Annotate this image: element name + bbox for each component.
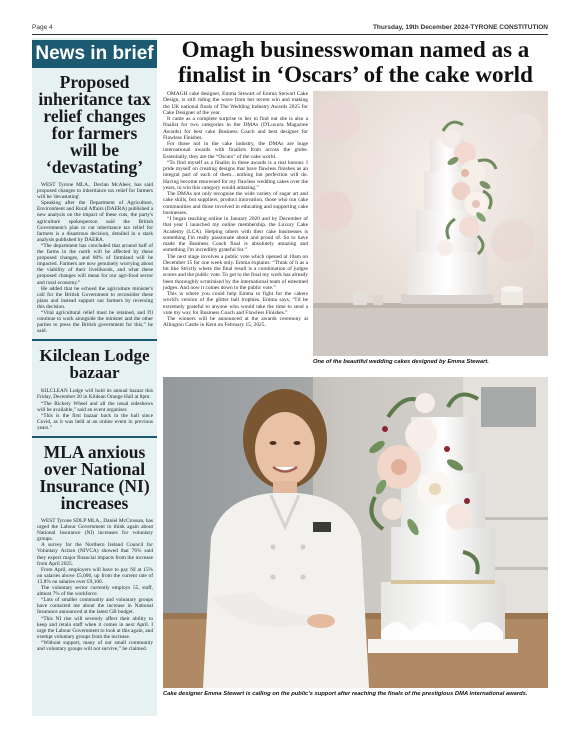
article-paragraph: “I began teaching online in January 2020 and by December of that year I launched my online membership, the Luxury Cake Academy (LCA). Helping others with their cake businesses is something I'm really passionate about and proud of. So to have made the Business Coach final is absolutely amazing and something I'm incredibly grateful for.”	[163, 216, 308, 254]
article-paragraph: It came as a complete surprise to her to find out she is also a finalist for two categories in the DMAs (D'Luxura Magazine Awards) for best cake Business Coach and best designer for Flawless Finishes.	[163, 116, 308, 141]
story3-headline: MLA anxious over National Insurance (NI) increases	[39, 442, 150, 513]
story1-paragraph: He added that he echoed the agriculture minister's call for the British Government to reconsider these plans and instead support our farmers by reversing this decision.	[37, 285, 153, 310]
story1-body	[32, 182, 157, 334]
story3-paragraph: From April, employers will have to pay NI at 15% on salaries above £5,000, up from the current rate of 13.8% on salaries over £9,100.	[37, 566, 153, 585]
story2-paragraph: “This is the first bazaar back in the hall since Covid, as it was held at an online event in previous years.”	[37, 412, 153, 431]
story2-paragraph: KILCLEAN Lodge will hold its annual bazaar this Friday, December 20 in Kildean Orange Hall at 8pm.	[37, 388, 153, 401]
story2-body	[32, 388, 157, 431]
story3-body	[32, 518, 157, 652]
folio-bar	[32, 24, 548, 34]
story1-paragraph: “Vital agricultural relief must be retained, and I'll continue to work alongside the minister and the other parties to press the British government for this,” he said.	[37, 309, 153, 335]
wedding-cake-illustration	[313, 91, 548, 356]
sidebar-divider	[32, 436, 157, 438]
story1-headline: Proposed inheritance tax relief changes for farmers will be ‘devastating’	[38, 72, 151, 177]
story3-paragraph: “This NI rise will severely affect their ability to keep and retain staff when it comes in next April. I urge the Labour Government to look at this again, and exempt voluntary groups from the increase.	[37, 615, 153, 640]
photo2-caption: Cake designer Emma Stewart is calling on the public's support after reaching the finals of the prestigious DMA international awards.	[163, 691, 528, 697]
article-paragraph: For those not in the cake industry, the DMAs are huge international awards with finalists from across the globe. Essentially, they are the “Oscars” of the cake world.	[163, 141, 308, 160]
story3-paragraph: “Lots of smaller community and voluntary groups have contacted me about the increase in National Insurance announced at the latest GB budget.	[37, 597, 153, 616]
news-in-brief-sidebar	[32, 38, 157, 716]
sidebar-divider	[32, 339, 157, 341]
page-number: Page 4	[32, 24, 53, 31]
news-in-brief-heading: News in brief	[32, 40, 157, 68]
cake-designer-illustration	[163, 377, 548, 688]
article-paragraph: “To find myself as a finalist in these awards is a real honour. I pride myself on creating designs that have flawless finishes as an integral part of each of them…nothing but perfection will do. Having become renowned for my flawless wedding cakes over the years, to win this category would amazing.”	[163, 159, 308, 191]
story3-paragraph: WEST Tyrone SDLP MLA., Daniel McCrossan, has urged the Labour Government to think again about National Insurance (NI) increases for voluntary groups.	[37, 518, 153, 543]
photo1-caption: One of the beautiful wedding cakes designed by Emma Stewart.	[313, 359, 489, 365]
story2-paragraph: “The Rickety Wheel and all the usual sideshows will be available,” said an event organiser.	[37, 400, 153, 413]
emma-stewart-photo	[163, 377, 548, 688]
article-paragraph: This is where you could help Emma to fight for the cakers world's version of the glitter ball trophies. Emma says, “I'd be extremely grateful to anyone who would take the time to send a vote my way for Business Coach and Flawless Finishes.”	[163, 291, 308, 316]
main-headline: Omagh businesswoman named as a finalist in ‘Oscars’ of the cake world	[178, 37, 533, 87]
story1-paragraph: WEST Tyrone MLA., Declan McAleer, has said proposed changes to inheritance tax relief for farmers will be 'devastating'.	[37, 182, 153, 201]
story3-paragraph: “Without support, many of our small community and voluntary groups will not survive,” he claimed.	[37, 639, 153, 652]
article-paragraph: The next stage involves a public vote which opened at 10am on December 15 for one week only. Emma explains: “Think of it as a bit like Strictly where the final result is a combination of judges scores and the public vote. To get to the final my work has already been thoroughly scrutinised by the international team of esteemed judges. And now it comes down to the public vote.”	[163, 253, 308, 291]
main-article-body	[163, 91, 308, 329]
story2-headline: Kilclean Lodge bazaar	[39, 346, 150, 383]
top-rule	[32, 34, 548, 35]
article-paragraph: The DMAs not only recognise the wide variety of sugar art and cake skills, but suppliers, product innovation, those who run cake communities and those involved in educating and supporting cake businesses.	[163, 191, 308, 216]
dateline: Thursday, 19th December 2024-TYRONE CONSTITUTION	[372, 24, 548, 31]
article-paragraph: OMAGH cake designer, Emma Stewart of Emma Stewart Cake Design, is still riding the wave from her recent win and making the UK national finals of The Wedding Industry Awards 2025 for Cake Designer of the year.	[163, 91, 308, 116]
wedding-cake-photo	[313, 91, 548, 356]
article-paragraph: The winners will be announced at the awards ceremony at Allington Castle in Kent on February 15, 2025.	[163, 316, 308, 329]
story3-paragraph: The voluntary sector currently employs 55, staff, almost 7% of the workforce.	[37, 585, 153, 598]
story1-paragraph: “The department has concluded that around half of the farms in the north will be affected by these proposed changes, and 80% of farmland will be impacted. Farmers are now genuinely worrying about the viability of their livelihoods, and what these proposed changes will mean for our agri-food sector and rural economy.”	[37, 242, 153, 286]
story1-paragraph: Speaking after the Department of Agriculture, Environment and Rural Affairs (DAERA) published a new analysis on the impact of these cuts, the party's agriculture spokesperson said the British Government's plan to cut inheritance tax relief for farmers is a disastrous decision, detailed in a stark analysis published by DAERA.	[37, 200, 153, 243]
story3-paragraph: A survey for the Northern Ireland Council for Voluntary Action (NIVCA) showed that 76% said they expect major financial impacts from the increase from April 2025.	[37, 542, 153, 567]
